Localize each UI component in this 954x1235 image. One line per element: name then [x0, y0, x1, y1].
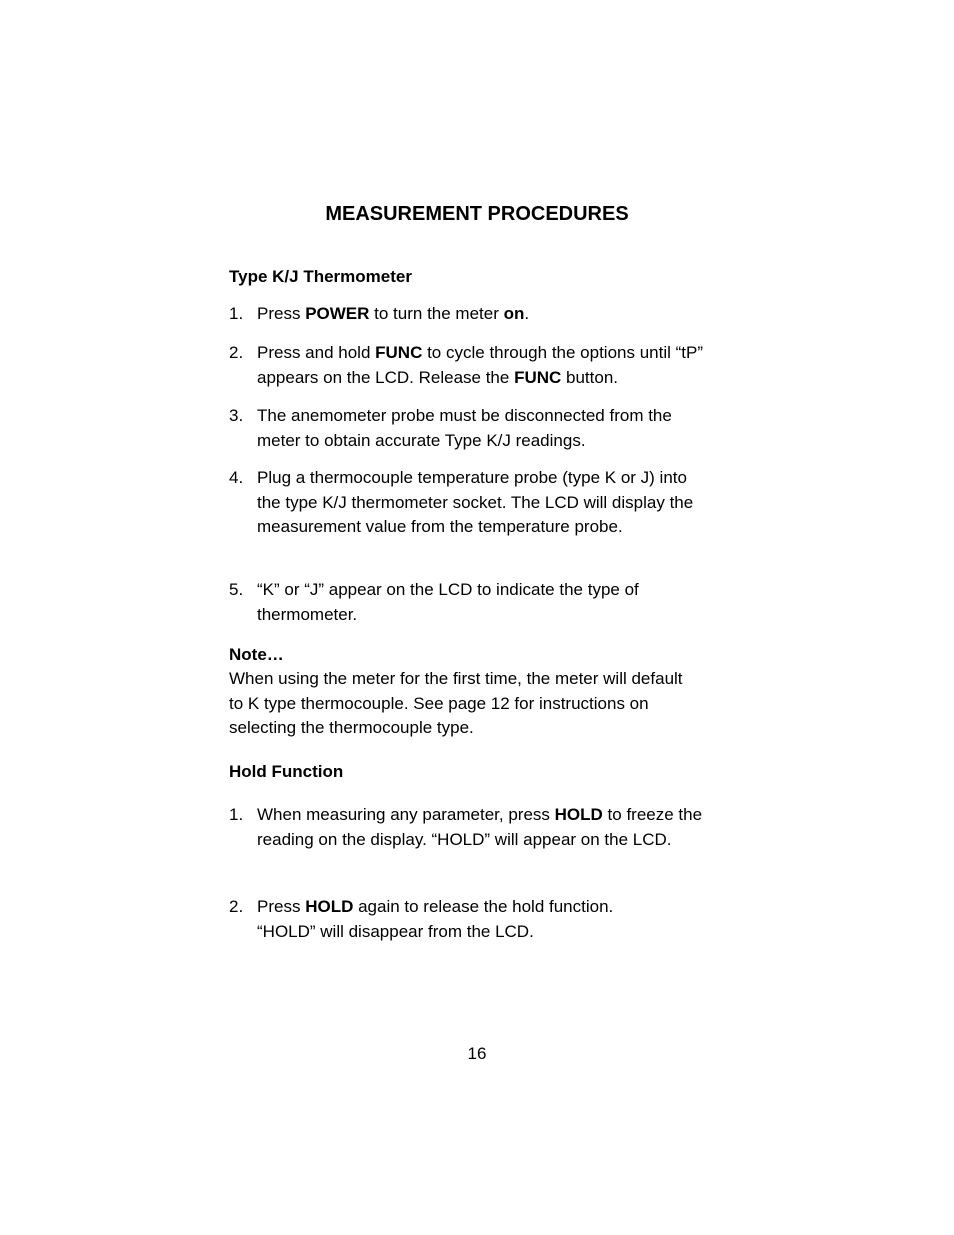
list-text: When measuring any parameter, press HOLD to freeze the reading on the display. “HOLD” will appear on the LCD. [257, 805, 703, 849]
note-text: When using the meter for the first time, the meter will default to K type thermocouple. See page 12 for instructions on selecting the thermocouple type. [229, 669, 683, 738]
list-number: 1. [229, 805, 244, 824]
page-number: 16 [467, 1044, 487, 1063]
list-item [229, 341, 724, 390]
list-text: Plug a thermocouple temperature probe (type K or J) into the type K/J thermometer socket. The LCD will display the measurement value from the temperature probe. [257, 468, 694, 537]
list-item [229, 895, 669, 944]
list-item [229, 404, 699, 453]
list-number: 2. [229, 897, 244, 916]
list-number: 5. [229, 580, 244, 599]
list-item [229, 803, 709, 852]
list-text: The anemometer probe must be disconnected from the meter to obtain accurate Type K/J readings. [257, 406, 672, 450]
list-number: 2. [229, 343, 244, 362]
list-text: Press HOLD again to release the hold function. “HOLD” will disappear from the LCD. [257, 897, 614, 941]
list-item [229, 302, 659, 327]
section-heading-kj-thermometer: Type K/J Thermometer [229, 267, 412, 286]
list-number: 1. [229, 304, 244, 323]
list-item [229, 578, 699, 627]
list-text: Press and hold FUNC to cycle through the options until “tP” appears on the LCD. Release the FUNC button. [257, 343, 704, 387]
list-number: 3. [229, 406, 244, 425]
list-number: 4. [229, 468, 244, 487]
list-item [229, 466, 714, 540]
section-heading-hold-function: Hold Function [229, 762, 344, 781]
list-text: “K” or “J” appear on the LCD to indicate the type of thermometer. [257, 580, 639, 624]
note-label: Note… [229, 645, 284, 664]
page-title: MEASUREMENT PROCEDURES [325, 203, 629, 225]
list-text: Press POWER to turn the meter on. [257, 304, 530, 323]
